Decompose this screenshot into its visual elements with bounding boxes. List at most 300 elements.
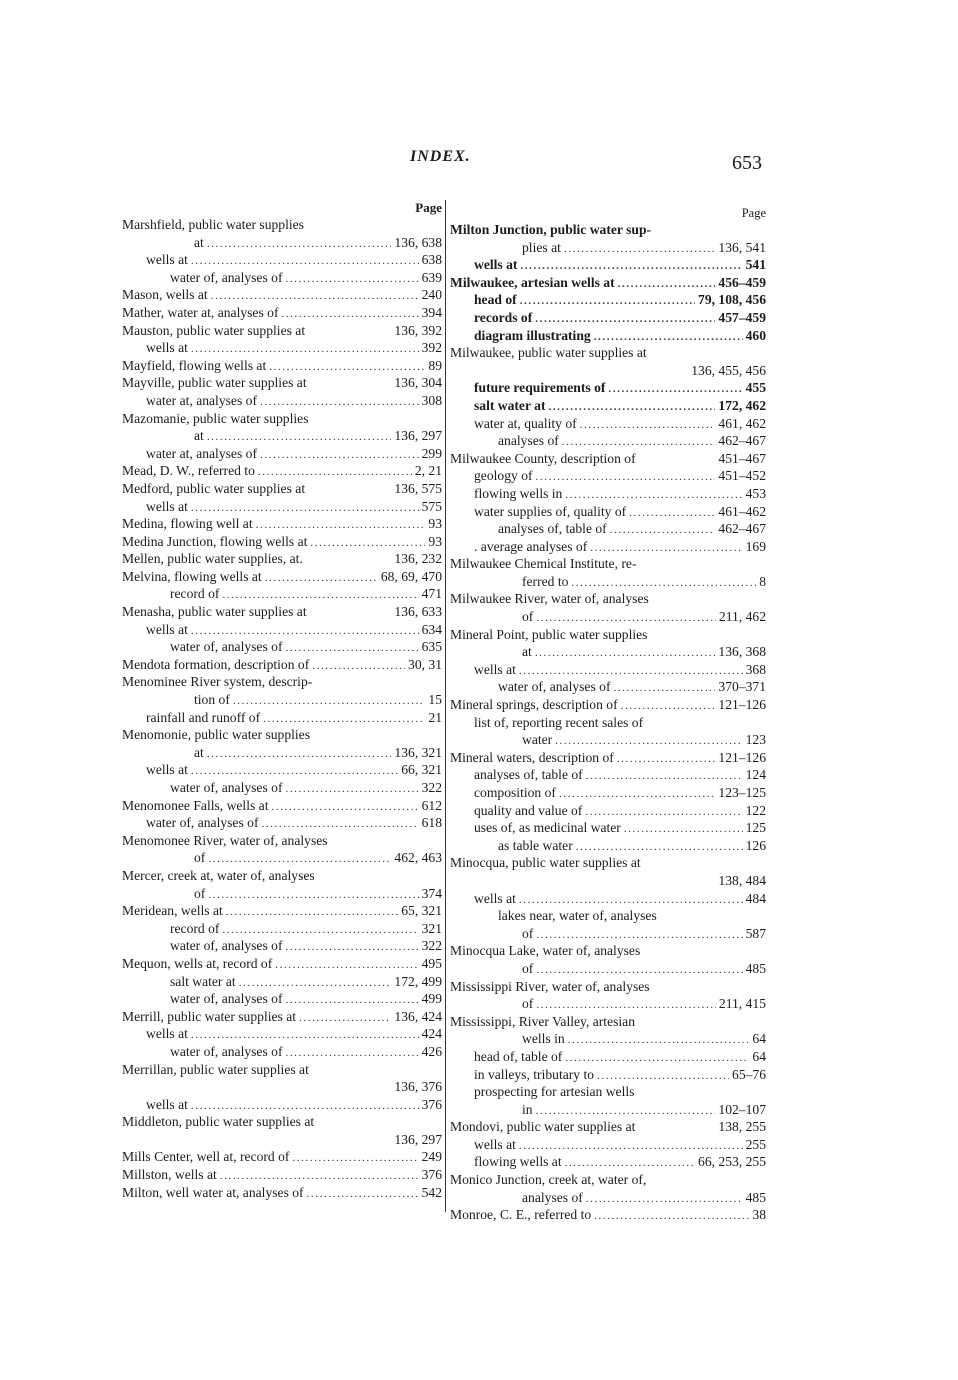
index-entry [450, 415, 766, 433]
index-entry [450, 1153, 766, 1171]
entry-term: salt water at [474, 397, 546, 413]
index-entry [450, 942, 766, 960]
entry-term: of [522, 925, 534, 941]
index-entry [450, 1171, 766, 1189]
index-entry [122, 216, 442, 234]
entry-page-ref: 126 [745, 837, 766, 853]
index-entry [122, 550, 442, 568]
entry-page-ref: 639 [421, 269, 442, 285]
entry-term: prospecting for artesian wells [474, 1084, 635, 1100]
entry-page-ref: 484 [745, 890, 766, 906]
entry-term: Mead, D. W., referred to [122, 463, 255, 479]
entry-page-ref: 376 [421, 1167, 442, 1183]
index-column-right [450, 205, 766, 1224]
entry-page-ref: 136, 304 [394, 375, 442, 391]
index-entry [122, 973, 442, 991]
entry-page-ref: 541 [745, 257, 766, 273]
index-entry [122, 322, 442, 340]
entry-page-ref: 65–76 [732, 1066, 766, 1082]
entry-page-ref: 612 [421, 797, 442, 813]
index-entry [122, 673, 442, 691]
entry-list [450, 221, 766, 1224]
index-entry [450, 960, 766, 978]
index-entry [450, 344, 766, 362]
index-entry [450, 485, 766, 503]
index-entry [122, 304, 442, 322]
dot-leader [226, 904, 398, 922]
entry-page-ref: 93 [428, 516, 442, 532]
index-entry [450, 784, 766, 802]
entry-term: wells at [146, 621, 188, 637]
entry-term: Merrill, public water supplies at [122, 1008, 297, 1024]
entry-term: Mauston, public water supplies at [122, 322, 306, 338]
entry-page-ref: 2, 21 [414, 463, 442, 479]
index-entry [122, 902, 442, 920]
index-entry [450, 538, 766, 556]
entry-term: at [194, 234, 204, 250]
entry-page-ref: 461, 462 [718, 415, 766, 431]
entry-term: Mather, water at, analyses of [122, 304, 279, 320]
entry-page-ref: 136, 455, 456 [691, 362, 766, 378]
index-entry [122, 234, 442, 252]
index-entry [122, 1131, 442, 1149]
entry-page-ref: 451–467 [718, 450, 766, 466]
page-column-label: Page [741, 206, 766, 220]
entry-page-ref: 138, 484 [718, 872, 766, 888]
entry-page-ref: 211, 462 [718, 609, 766, 625]
index-entry [450, 1048, 766, 1066]
entry-term: in [522, 1101, 533, 1117]
index-entry [122, 867, 442, 885]
entry-term: of [194, 850, 206, 866]
entry-term: wells at [474, 1136, 516, 1152]
entry-term: at [522, 644, 532, 660]
index-entry [122, 638, 442, 656]
entry-term: Minocqua Lake, water of, analyses [450, 943, 641, 959]
entry-term: Mineral waters, description of [450, 749, 614, 765]
entry-term: of [522, 996, 534, 1012]
entry-page-ref: 453 [745, 485, 766, 501]
entry-term: of [194, 885, 206, 901]
entry-term: Mazomanie, public water supplies [122, 410, 309, 426]
entry-term: as table water [498, 837, 573, 853]
index-entry [450, 872, 766, 890]
index-entry [122, 445, 442, 463]
entry-page-ref: 426 [421, 1043, 442, 1059]
entry-page-ref: 136, 424 [394, 1008, 442, 1024]
column-divider [445, 200, 446, 1212]
index-entry [450, 1206, 766, 1224]
entry-term: list of, reporting recent sales of [474, 714, 644, 730]
dot-leader [207, 746, 392, 764]
entry-page-ref: 457–459 [718, 309, 766, 325]
entry-page-ref: 125 [745, 820, 766, 836]
index-entry [122, 621, 442, 639]
index-entry [122, 832, 442, 850]
index-entry [450, 309, 766, 327]
index-entry [450, 626, 766, 644]
index-entry [122, 568, 442, 586]
page-number: 653 [732, 152, 762, 174]
entry-term: water of, analyses of [170, 269, 283, 285]
index-entry [450, 978, 766, 996]
entry-page-ref: 322 [421, 938, 442, 954]
index-entry [122, 410, 442, 428]
dot-leader [265, 570, 378, 588]
index-entry [450, 819, 766, 837]
entry-term: of [522, 960, 534, 976]
entry-term: Menomonie, public water supplies [122, 727, 311, 743]
entry-term: . average analyses of [474, 538, 588, 554]
entry-page-ref: 321 [421, 920, 442, 936]
index-entry [122, 797, 442, 815]
entry-term: wells at [146, 762, 188, 778]
index-entry [122, 709, 442, 727]
dot-leader [594, 1208, 749, 1226]
entry-term: Mason, wells at [122, 287, 208, 303]
entry-term: Mississippi River, water of, analyses [450, 978, 650, 994]
dot-leader [272, 799, 419, 817]
dot-leader [285, 781, 418, 799]
dot-leader [299, 1010, 391, 1028]
entry-page-ref: 121–126 [718, 749, 766, 765]
dot-leader [610, 522, 716, 540]
index-entry [450, 1013, 766, 1031]
dot-leader [580, 417, 716, 435]
entry-page-ref: 136, 321 [394, 744, 442, 760]
index-entry [450, 802, 766, 820]
entry-term: Mills Center, well at, record of [122, 1149, 290, 1165]
dot-leader [285, 939, 418, 957]
dot-leader [260, 447, 419, 465]
index-entry [450, 766, 766, 784]
entry-page-ref: 499 [421, 991, 442, 1007]
entry-term: salt water at [170, 973, 236, 989]
entry-page-ref: 370–371 [718, 679, 766, 695]
entry-page-ref: 121–126 [718, 697, 766, 713]
dot-leader [613, 680, 715, 698]
entry-term: quality and value of [474, 802, 583, 818]
dot-leader [207, 236, 392, 254]
index-entry [450, 256, 766, 274]
entry-term: wells at [146, 1096, 188, 1112]
index-entry [122, 761, 442, 779]
entry-page-ref: 376 [421, 1096, 442, 1112]
dot-leader [307, 1186, 419, 1204]
index-entry [450, 1136, 766, 1154]
entry-page-ref: 374 [421, 885, 442, 901]
entry-page-ref: 138, 255 [718, 1119, 766, 1135]
index-entry [450, 555, 766, 573]
entry-term: Mellen, public water supplies, at. [122, 551, 303, 567]
index-entry [122, 269, 442, 287]
entry-page-ref: 123–125 [718, 785, 766, 800]
entry-list [122, 216, 442, 1201]
dot-leader [564, 241, 716, 259]
entry-term: Menomonee Falls, wells at [122, 797, 269, 813]
entry-term: analyses of [522, 1189, 583, 1205]
entry-page-ref: 255 [745, 1136, 766, 1152]
entry-page-ref: 136, 575 [394, 480, 442, 496]
entry-page-ref: 462–467 [718, 433, 766, 449]
index-entry [122, 814, 442, 832]
entry-term: analyses of [498, 433, 559, 449]
index-entry [122, 955, 442, 973]
index-entry [450, 274, 766, 292]
index-entry [122, 427, 442, 445]
index-entry [450, 1118, 766, 1136]
entry-term: tion of [194, 692, 230, 708]
entry-term: Middleton, public water supplies at [122, 1114, 315, 1130]
entry-term: Medina, flowing well at [122, 516, 253, 532]
index-entry [122, 1061, 442, 1079]
index-entry [450, 678, 766, 696]
entry-term: Mineral Point, public water supplies [450, 626, 648, 642]
entry-page-ref: 136, 232 [394, 551, 442, 567]
entry-term: Mayfield, flowing wells at [122, 357, 267, 373]
entry-term: rainfall and runoff of [146, 709, 261, 725]
entry-term: Mississippi, River Valley, artesian [450, 1013, 636, 1029]
page-column-label: Page [415, 200, 442, 215]
entry-page-ref: 89 [428, 357, 442, 373]
entry-term: water of, analyses of [146, 815, 259, 831]
entry-term: wells in [522, 1031, 565, 1047]
index-entry [122, 1184, 442, 1202]
entry-term: analyses of, table of [474, 767, 583, 783]
index-entry [122, 990, 442, 1008]
entry-term: ferred to [522, 573, 569, 589]
index-entry [450, 1066, 766, 1084]
dot-leader [285, 271, 418, 289]
index-entry [450, 573, 766, 591]
entry-page-ref: 211, 415 [718, 996, 766, 1012]
index-entry [122, 603, 442, 621]
entry-term: of [522, 609, 534, 625]
entry-page-ref: 136, 392 [394, 322, 442, 338]
index-entry [450, 450, 766, 468]
index-entry [122, 533, 442, 551]
entry-page-ref: 575 [421, 498, 442, 514]
entry-term: future requirements of [474, 380, 606, 396]
index-entry [122, 885, 442, 903]
entry-page-ref: 634 [421, 621, 442, 637]
index-entry [450, 379, 766, 397]
entry-term: Meridean, wells at [122, 903, 223, 919]
entry-term: water at, quality of [474, 415, 577, 431]
index-entry [450, 890, 766, 908]
index-entry [450, 432, 766, 450]
entry-page-ref: 15 [428, 692, 442, 708]
entry-term: head of, table of [474, 1048, 563, 1064]
entry-page-ref: 136, 633 [394, 604, 442, 620]
index-entry [122, 849, 442, 867]
entry-page-ref: 451–452 [718, 468, 766, 484]
index-entry [450, 995, 766, 1013]
entry-term: Monroe, C. E., referred to [450, 1207, 592, 1223]
index-entry [122, 286, 442, 304]
index-entry [122, 480, 442, 498]
index-entry [450, 239, 766, 257]
entry-term: record of [170, 586, 220, 602]
entry-term: wells at [146, 340, 188, 356]
dot-leader [536, 469, 716, 487]
entry-term: records of [474, 309, 533, 325]
entry-page-ref: 460 [745, 327, 766, 343]
index-entry [450, 696, 766, 714]
index-entry [122, 498, 442, 516]
index-entry [450, 837, 766, 855]
entry-term: water at, analyses of [146, 392, 257, 408]
entry-term: diagram illustrating [474, 327, 591, 343]
entry-term: Milton Junction, public water sup- [450, 222, 652, 237]
entry-page-ref: 68, 69, 470 [380, 568, 442, 584]
running-title: INDEX. [410, 148, 471, 165]
dot-leader [292, 1150, 418, 1168]
entry-page-ref: 66, 253, 255 [698, 1154, 766, 1170]
index-entry [122, 1113, 442, 1131]
entry-term: water of, analyses of [498, 679, 611, 695]
entry-term: head of [474, 292, 517, 308]
entry-page-ref: 169 [745, 538, 766, 554]
entry-page-ref: 249 [421, 1149, 442, 1165]
index-entry [122, 585, 442, 603]
entry-term: Monico Junction, creek at, water of, [450, 1172, 647, 1188]
index-entry [450, 1101, 766, 1119]
entry-term: water of, analyses of [170, 938, 283, 954]
entry-page-ref: 424 [421, 1026, 442, 1042]
index-entry [122, 920, 442, 938]
entry-page-ref: 123 [745, 732, 766, 748]
index-entry [122, 251, 442, 269]
entry-term: geology of [474, 468, 533, 484]
index-entry [122, 1008, 442, 1026]
index-entry [450, 1083, 766, 1101]
entry-term: wells at [474, 661, 516, 677]
entry-term: water at, analyses of [146, 445, 257, 461]
index-entry [122, 1096, 442, 1114]
entry-term: record of [170, 920, 220, 936]
entry-page-ref: 299 [421, 445, 442, 461]
entry-page-ref: 462, 463 [394, 850, 442, 866]
entry-page-ref: 66, 321 [401, 762, 442, 778]
entry-term: Minocqua, public water supplies at [450, 855, 641, 871]
dot-leader [568, 1032, 750, 1050]
index-entry [122, 1148, 442, 1166]
entry-page-ref: 21 [428, 709, 442, 725]
entry-term: water of, analyses of [170, 639, 283, 655]
entry-page-ref: 495 [421, 955, 442, 971]
entry-page-ref: 638 [421, 252, 442, 268]
entry-term: Milwaukee River, water of, analyses [450, 591, 649, 607]
index-entry [450, 1030, 766, 1048]
entry-page-ref: 485 [745, 960, 766, 976]
entry-term: lakes near, water of, analyses [498, 908, 657, 924]
entry-term: uses of, as medicinal water [474, 820, 621, 836]
entry-page-ref: 394 [421, 304, 442, 320]
entry-page-ref: 65, 321 [401, 903, 442, 919]
entry-term: Milwaukee County, description of [450, 450, 636, 466]
entry-page-ref: 136, 376 [394, 1079, 442, 1095]
entry-term: water supplies of, quality of [474, 503, 627, 519]
index-entry [122, 691, 442, 709]
dot-leader [535, 645, 716, 663]
entry-page-ref: 136, 541 [718, 239, 766, 255]
entry-term: Mondovi, public water supplies at [450, 1119, 636, 1135]
index-entry [450, 661, 766, 679]
entry-term: wells at [146, 498, 188, 514]
entry-page-ref: 93 [428, 533, 442, 549]
entry-term: water [522, 732, 553, 748]
dot-leader [624, 821, 743, 839]
index-entry [450, 397, 766, 415]
entry-term: Milwaukee, public water supplies at [450, 345, 647, 361]
index-entry [122, 462, 442, 480]
entry-page-ref: 618 [421, 815, 442, 831]
entry-page-ref: 587 [745, 925, 766, 941]
dot-leader [617, 751, 716, 769]
entry-page-ref: 485 [745, 1189, 766, 1205]
index-entry [450, 221, 766, 239]
index-entry [450, 467, 766, 485]
entry-term: Merrillan, public water supplies at [122, 1061, 309, 1077]
entry-term: water of, analyses of [170, 1043, 283, 1059]
entry-page-ref: 136, 368 [718, 644, 766, 660]
dot-leader [520, 293, 695, 311]
index-entry [450, 749, 766, 767]
entry-term: Millston, wells at [122, 1167, 217, 1183]
dot-leader [559, 786, 715, 804]
entry-term: wells at [474, 890, 516, 906]
index-entry [122, 1043, 442, 1061]
entry-term: wells at [146, 252, 188, 268]
entry-term: composition of [474, 785, 556, 800]
entry-page-ref: 462–467 [718, 521, 766, 537]
dot-leader [233, 693, 426, 711]
index-entry [122, 339, 442, 357]
entry-term: Milwaukee, artesian wells at [450, 274, 615, 290]
entry-term: water of, analyses of [170, 780, 283, 795]
entry-page-ref: 456–459 [718, 274, 766, 290]
entry-term: plies at [522, 239, 561, 255]
entry-page-ref: 64 [752, 1048, 766, 1064]
entry-page-ref: 102–107 [718, 1101, 766, 1117]
dot-leader [312, 658, 405, 676]
entry-term: flowing wells in [474, 485, 563, 501]
entry-term: Menomonee River, water of, analyses [122, 832, 328, 848]
dot-leader [208, 887, 418, 905]
index-entry [122, 515, 442, 533]
index-entry [450, 907, 766, 925]
entry-term: Mequon, wells at, record of [122, 955, 273, 971]
entry-page-ref: 461–462 [718, 503, 766, 519]
index-entry [450, 503, 766, 521]
index-entry [450, 291, 766, 309]
entry-page-ref: 30, 31 [408, 656, 442, 672]
entry-term: Medford, public water supplies at [122, 480, 306, 496]
entry-term: Mayville, public water supplies at [122, 375, 307, 391]
index-entry [122, 1166, 442, 1184]
entry-page-ref: 392 [421, 340, 442, 356]
entry-term: Mineral springs, description of [450, 697, 618, 713]
index-entry [122, 357, 442, 375]
index-entry [450, 925, 766, 943]
entry-term: Milton, well water at, analyses of [122, 1184, 304, 1200]
entry-page-ref: 136, 638 [394, 234, 442, 250]
index-entry [122, 726, 442, 744]
entry-page-ref: 172, 462 [718, 397, 766, 413]
index-entry [122, 656, 442, 674]
entry-page-ref: 635 [421, 639, 442, 655]
